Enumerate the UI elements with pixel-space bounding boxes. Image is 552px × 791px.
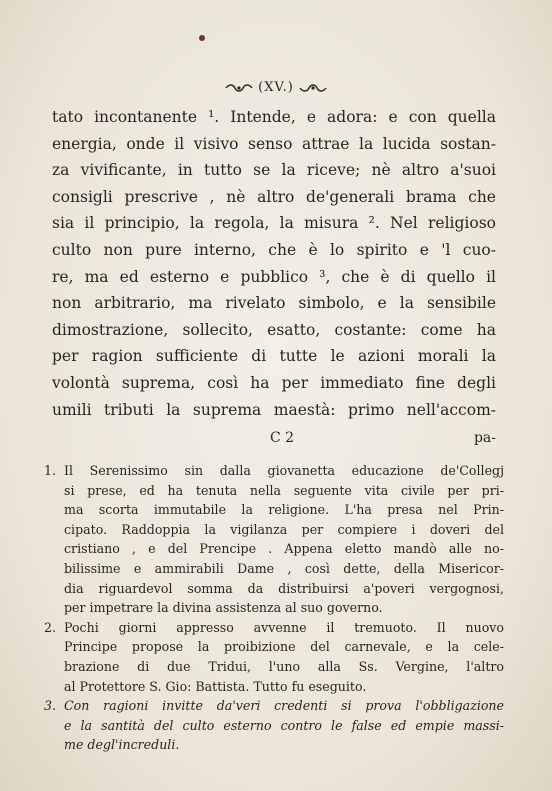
text-line: per ragion sufficiente di tutte le azioni morali la — [52, 347, 496, 366]
signature-mark: C 2 — [270, 430, 295, 446]
page-number: (XV.) — [258, 80, 294, 95]
footnote-line: ma scorta immutabile la religione. L'ha presa nel Prin- — [64, 502, 504, 518]
footnote-line: cipato. Raddoppia la vigilanza per compiere i doveri del — [64, 521, 504, 537]
text-line: dimostrazione, sollecito, esatto, costante: come ha — [52, 320, 496, 339]
footnote-line: brazione di due Tridui, l'uno alla Ss. Vergine, l'altro — [64, 658, 504, 674]
footnote-line: Principe propose la proibizione del carnevale, e la cele- — [64, 639, 504, 655]
page-header — [0, 80, 552, 95]
text-line: consigli prescrive , nè altro de'generali brama che — [52, 187, 496, 206]
footnote-line: dia riguardevol somma da distribuirsi a'poveri vergognosi, — [64, 580, 504, 596]
text-line: tato incontanente ¹. Intende, e adora: e con quella — [52, 108, 496, 126]
footnote-3 — [44, 696, 504, 755]
text-line: non arbitrario, ma rivelato simbolo, e la sensibile — [52, 294, 496, 313]
footnote-line: e la santità del culto esterno contro le false ed empie massi- — [64, 717, 504, 733]
footnote-line: 3. Con ragioni invitte da'veri credenti si prova l'obbligazione — [44, 696, 504, 716]
footnote-line: 2. Pochi giorni appresso avvenne il tremuoto. Il nuovo — [44, 618, 504, 638]
footnote-number: 3. — [44, 698, 57, 714]
footnote-line: 1. Il Serenissimo sin dalla giovanetta educazione de'Collegj — [44, 461, 504, 481]
text-line: culto non pure interno, che è lo spirito e 'l cuo- — [52, 240, 496, 259]
text-line: za vivificante, in tutto se la riceve; nè altro a'suoi — [52, 161, 496, 180]
text-line: umili tributi la suprema maestà: primo nell'accom- — [52, 400, 496, 419]
ink-spot — [199, 35, 205, 41]
footnotes — [44, 461, 504, 755]
main-text — [52, 104, 496, 423]
footnote-line: cristiano , e del Prencipe . Appena eletto mandò alle no- — [64, 541, 504, 557]
footnote-line: al Protettore S. Gio: Battista. Tutto fu eseguito. — [64, 678, 367, 694]
left-ornament-icon — [225, 83, 253, 93]
footnote-line: me degl'increduli. — [64, 737, 180, 753]
footnote-line: si prese, ed ha tenuta nella seguente vita civile per pri- — [64, 482, 504, 498]
footnote-line: bilissime e ammirabili Dame , così dette, della Misericor- — [64, 560, 504, 576]
footnote-number: 1. — [44, 463, 57, 478]
text-line: sia il principio, la regola, la misura ². Nel religioso — [52, 214, 496, 233]
right-ornament-icon — [299, 83, 327, 93]
footnote-1 — [44, 461, 504, 618]
footnote-2 — [44, 618, 504, 696]
text-line: energia, onde il visivo senso attrae la lucida sostan- — [52, 134, 496, 153]
text-line: re, ma ed esterno e pubblico ³, che è di quello il — [52, 267, 496, 286]
footnote-line: per impetrare la divina assistenza al suo governo. — [64, 600, 383, 616]
catchword: pa- — [473, 430, 496, 446]
text-line: volontà suprema, così ha per immediato fine degli — [52, 373, 496, 392]
footnote-number: 2. — [44, 619, 57, 635]
